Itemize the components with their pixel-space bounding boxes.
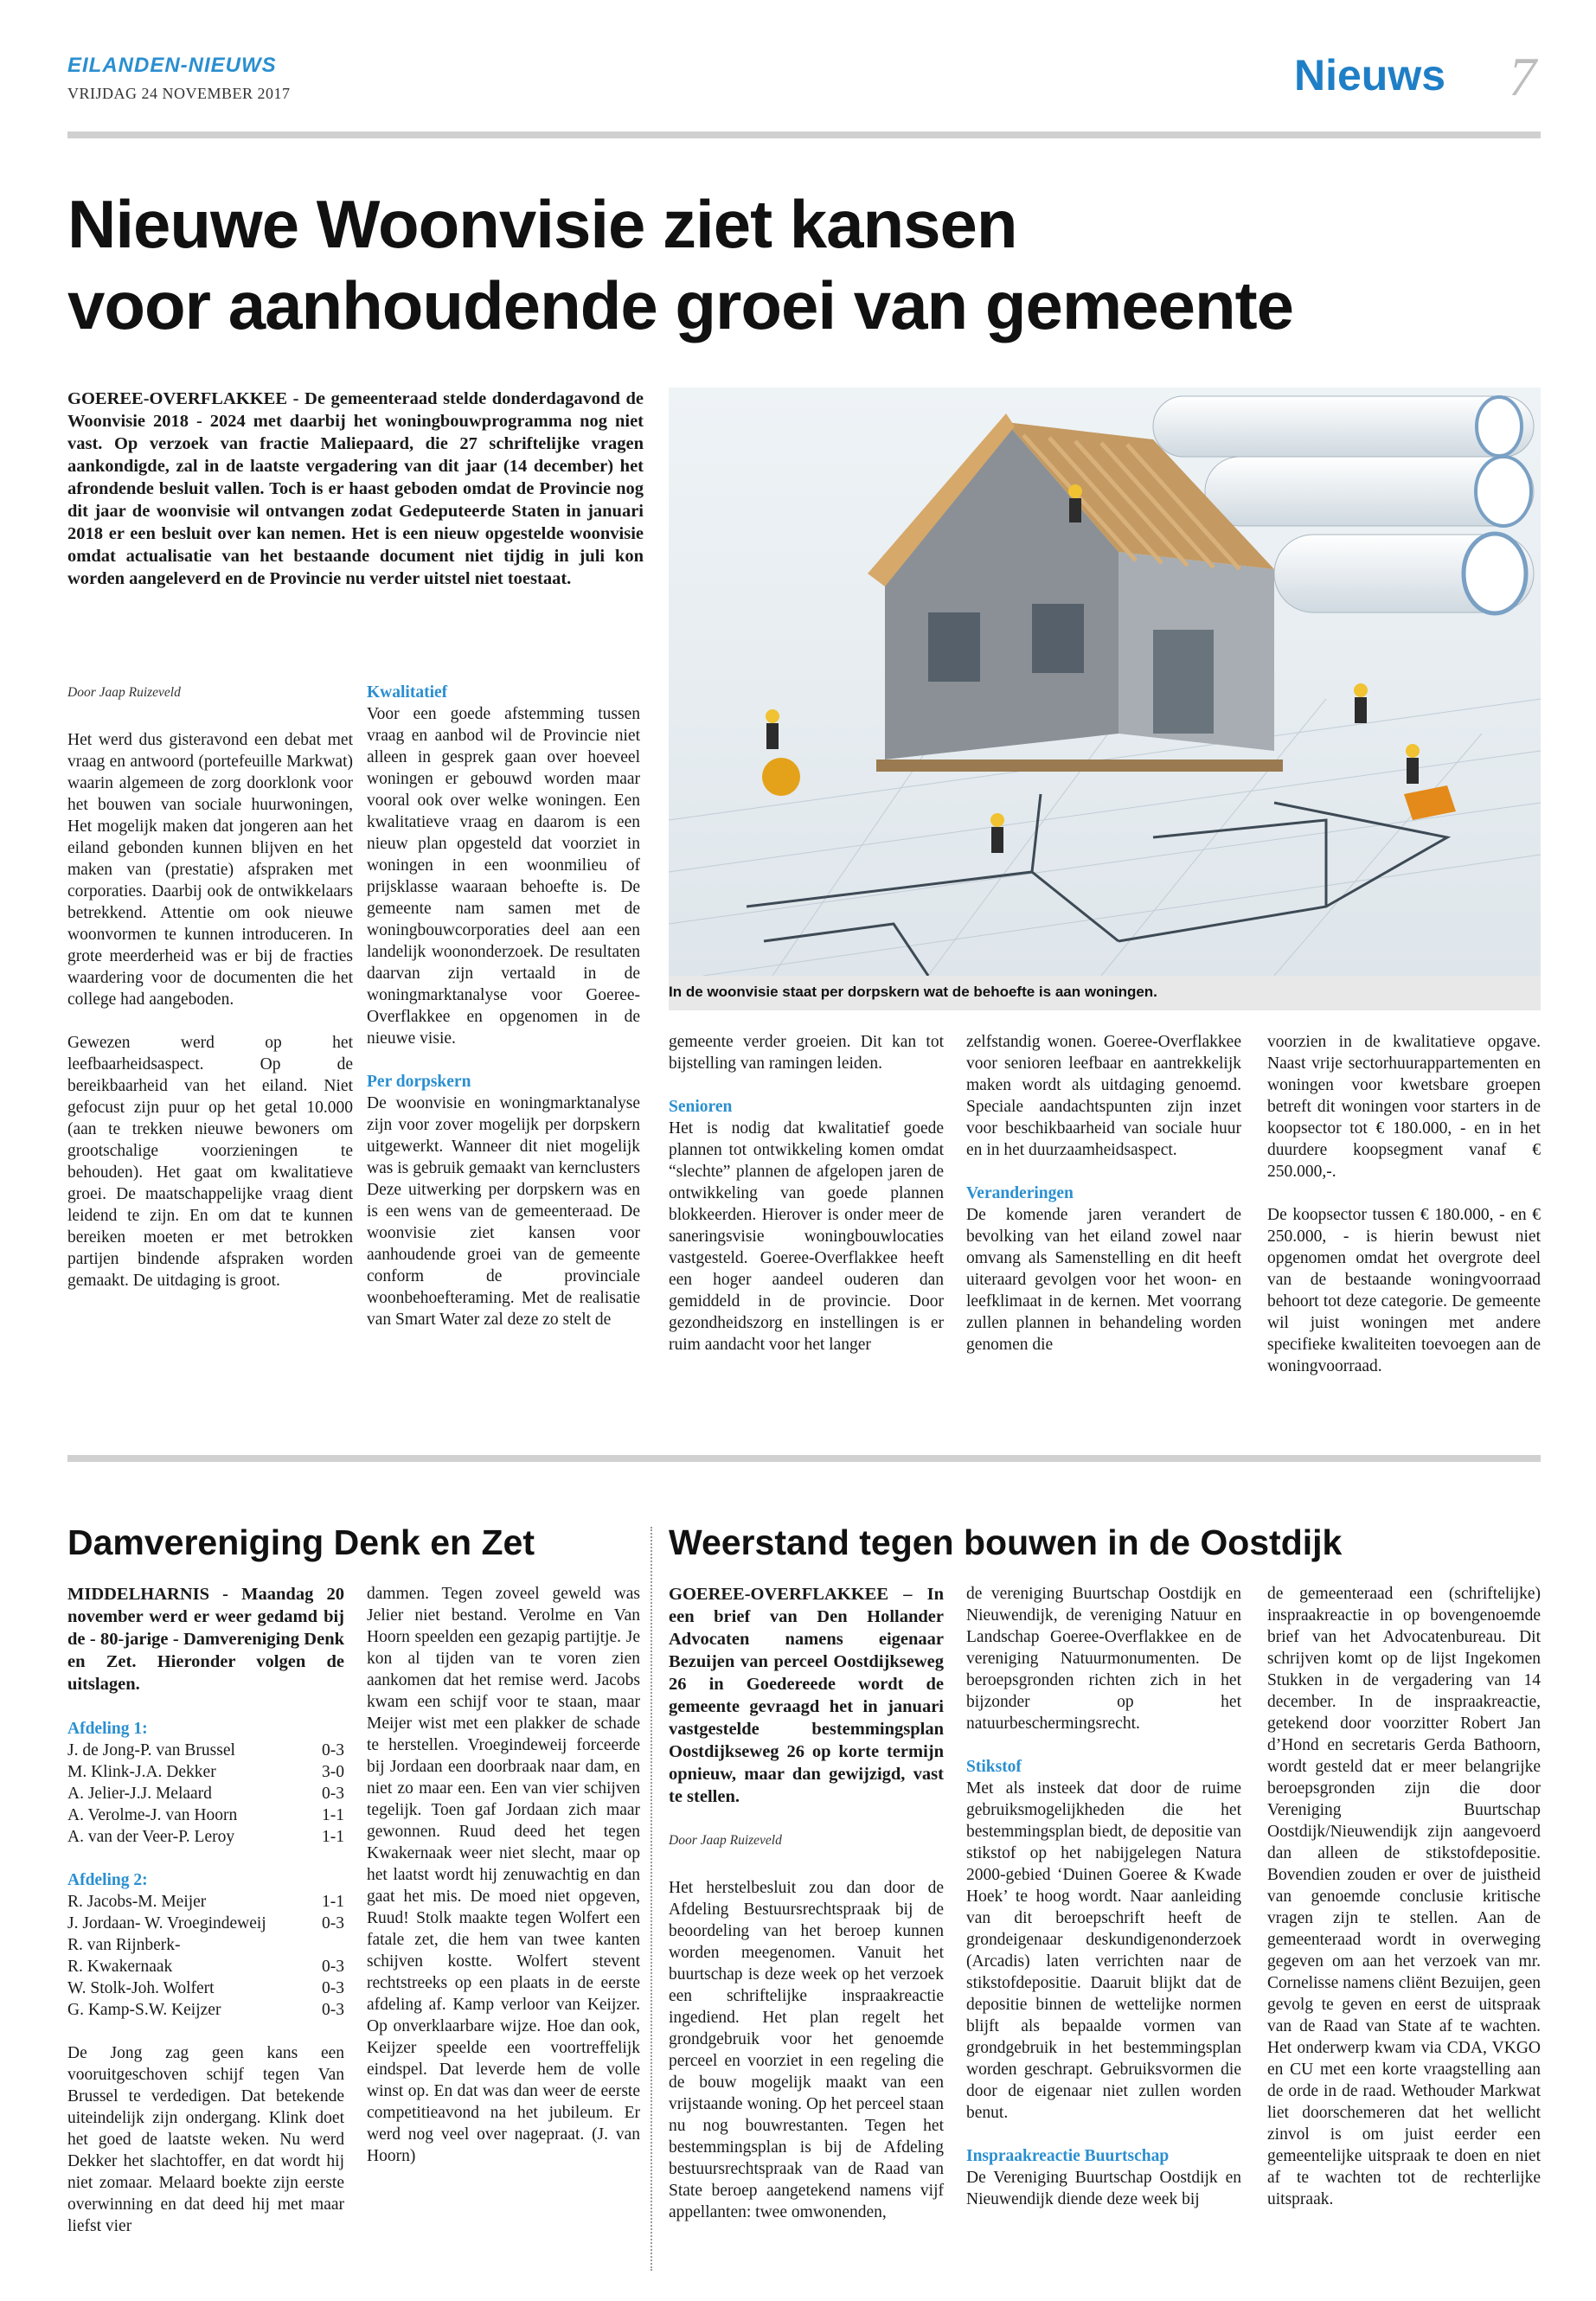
dam-lead: MIDDELHARNIS - Maandag 20 november werd er weer gedamd bij de - 80-jarige - Damvereniging Denk en Zet. Hieronder volgen de uitslagen.	[67, 1585, 344, 1694]
oostdijk-lead: GOEREE-OVERFLAKKEE – In een brief van Den Hollander Advocaten namens eigenaar Bezuijen van perceel Oostdijkseweg 26 in Goedereede wordt de gemeente gevraagd het in januari vastgestelde bestemmingsplan Oostdijkseweg 26 op korte termijn opnieuw, maar dan gewijzigd, vast te stellen.	[669, 1585, 944, 1806]
main-column-2	[367, 682, 640, 1352]
main-paragraph: De koopsector tussen € 180.000, - en € 250.000, - is hierin bewust niet opgenomen omdat het overgrote deel van de bestaande woningvoorraad behoort tot deze categorie. De gemeente wil juist woningen met andere specifieke kwaliteiten toevoegen aan de woningvoorraad.	[1267, 1206, 1541, 1375]
score-result: 0-3	[322, 1958, 344, 1976]
score-result: 1-1	[322, 1893, 344, 1911]
main-column-4	[966, 1031, 1241, 1377]
subhead-afdeling-2: Afdeling 2:	[67, 1871, 148, 1889]
dam-headline: Damvereniging Denk en Zet	[67, 1522, 535, 1562]
article-photo-house-on-blueprints	[669, 388, 1541, 976]
oostdijk-column-1	[669, 1583, 944, 2245]
score-result: 0-3	[322, 1979, 344, 1997]
subhead-senioren: Senioren	[669, 1098, 733, 1116]
subhead-veranderingen: Veranderingen	[966, 1184, 1074, 1202]
main-column-5	[1267, 1031, 1541, 1399]
page-number: 7	[1509, 46, 1536, 107]
score-match: J. de Jong-P. van Brussel	[67, 1741, 235, 1759]
afdeling-2-results	[67, 1891, 344, 2021]
photo-illustration	[669, 388, 1541, 976]
score-row	[67, 1761, 344, 1783]
photo-caption: In de woonvisie staat per dorpskern wat de behoefte is aan woningen.	[669, 984, 1157, 1000]
score-match: R. Jacobs-M. Meijer	[67, 1893, 207, 1911]
subhead-stikstof: Stikstof	[966, 1758, 1022, 1776]
main-paragraph: Het werd dus gisteravond een debat met vraag en antwoord (portefeuille Markwat) waarin algemeen de zorg doorklonk voor het bouwen van sociale huurwoningen, Het mogelijk maken dat jongeren aan het eiland gebonden kunnen blijven en het maken van (prestatie) afspraken met corporaties. Daarbij ook de ontwikkelaars betrekkend. Attentie om ook nieuwe woonvormen te kunnen introduceren. In grote meerderheid was er bij de fracties waardering voor de documenten die het college had aangeboden.	[67, 731, 353, 1009]
main-lead: GOEREE-OVERFLAKKEE - De gemeenteraad stelde donderdagavond de Woonvisie 2018 - 2024 met daarbij het woningbouwprogramma nog niet vast. Op verzoek van fractie Maliepaard, die 27 schriftelijke vragen aankondigde, zal in de laatste vergadering van dit jaar (14 december) het afrondende besluit vallen. Toch is er haast geboden omdat de Provincie nog dit jaar de woonvisie wil ontvangen zodat Gedeputeerde Staten in januari 2018 er een besluit over kan nemen. Het is een nieuw opgestelde woonvisie omdat actualisatie van het bestaande document niet tijdig in juli kon worden aangeleverd en de Provincie nu verder uitstel niet toestaat.	[67, 389, 644, 588]
main-headline-line-2: voor aanhoudende groei van gemeente	[67, 267, 1293, 343]
oostdijk-headline: Weerstand tegen bouwen in de Oostdijk	[669, 1522, 1343, 1562]
header-rule	[67, 131, 1541, 138]
oostdijk-column-2	[966, 1583, 1241, 2232]
issue-date: VRIJDAG 24 NOVEMBER 2017	[67, 85, 291, 102]
score-result: 0-3	[322, 1785, 344, 1803]
oostdijk-paragraph: de vereniging Buurtschap Oostdijk en Nieuwendijk, de vereniging Natuur en Landschap Goeree-Overflakkee en de vereniging Natuurmonumenten. De beroepsgronden richten zich in het bijzonder op het natuurbeschermingsrecht.	[966, 1585, 1241, 1733]
score-match: R. Kwakernaak	[67, 1958, 173, 1976]
score-row	[67, 1934, 344, 1956]
score-result: 1-1	[322, 1806, 344, 1824]
masthead-logo: EILANDEN-NIEUWS	[67, 54, 277, 77]
main-column-3	[669, 1031, 944, 1377]
score-result: 3-0	[322, 1763, 344, 1781]
score-row	[67, 1826, 344, 1848]
subhead-afdeling-1: Afdeling 1:	[67, 1720, 148, 1738]
main-headline	[67, 183, 1538, 346]
dam-paragraph: dammen. Tegen zoveel geweld was Jelier niet bestand. Verolme en Van Hoorn speelden een gezapig partijtje. Je kon al tijden van te voren zien aankomen dat het remise werd. Jacobs kwam een schijf voor te staan, maar Meijer wist met een plakker de schade te herstellen. Vroegindeweij forceerde bij Jordaan een doorbraak naar dam, en niet zo maar een. Een van vier schijven tegelijk. Toen gaf Jordaan zich maar gewonnen. Ruud deed het tegen Kwakernaak weer niet slecht, maar op het laatst wordt hij zenuwachtig en dan gaat het mis. De moed niet opgeven, Ruud! Stolk maakte tegen Wolfert een fatale zet, die hem van twee kanten schijven kostte. Wolfert stevent rechtstreeks op een plaats in de eerste afdeling af. Kamp verloor van Keijzer. Op onverklaarbare wijze. Hoe dan ook, Keijzer speelde een voortreffelijk eindspel. Dat leverde hem de volle winst op. En dat was dan weer de eerste competitieavond na het jubileum. Er werd nog veel over nagepraat. (J. van Hoorn)	[367, 1585, 640, 2165]
score-match: J. Jordaan- W. Vroegindeweij	[67, 1914, 266, 1932]
main-paragraph: zelfstandig wonen. Goeree-Overflakkee voor senioren leefbaar en aantrekkelijk maken wordt als uitdaging genoemd. Speciale aandachtspunten zijn inzet voor beschikbaarheid van sociale huur en in het duurzaamheidsaspect.	[966, 1033, 1241, 1159]
score-row	[67, 1783, 344, 1804]
score-match: G. Kamp-S.W. Keijzer	[67, 2001, 221, 2019]
dam-column-2	[367, 1583, 640, 2189]
score-result: 1-1	[322, 1828, 344, 1846]
oostdijk-paragraph: de gemeenteraad een (schriftelijke) inspraakreactie in op bovengenoemde brief van het Advocatenbureau. Dit schrijven komt op de lijst Ingekomen Stukken in de vergadering van 14 december. In de inspraakreactie, getekend door voorzitter Robert Jan d’Hond en secretaris Gerda Bathoorn, wordt gesteld dat er meer belangrijke beroepsgronden zijn die door Vereniging Buurtschap Oostdijk/Nieuwendijk zijn aangevoerd dan alleen de stikstofdepositie. Bovendien zouden er over de juistheid van genoemde conclusie kritische vragen zijn te stellen. Aan de gemeenteraad wordt in overweging gegeven om aan het verzoek van mr. Cornelisse namens cliënt Bezuijen, geen gevolg te geven en eerst de uitspraak van de Raad van State af te wachten. Het onderwerp kwam via CDA, VKGO en CU met een korte vraagstelling aan de orde in de raad. Wethouder Markwat liet doorschemeren dat het wellicht zinvol is om juist eerder een gemeentelijke uitspraak te doen en niet af te wachten tot de rechterlijke uitspraak.	[1267, 1585, 1541, 2208]
main-paragraph: voorzien in de kwalitatieve opgave. Naast vrije sectorhuurappartementen en woningen voor kwetsbare groepen betreft dit woningen voor starters in de koopsector tot € 180.000, - en in het duurdere koopsegment vanaf € 250.000,-.	[1267, 1033, 1541, 1181]
main-paragraph: gemeente verder groeien. Dit kan tot bijstelling van ramingen leiden.	[669, 1033, 944, 1073]
oostdijk-byline: Door Jaap Ruizeveld	[669, 1833, 782, 1848]
oostdijk-paragraph: De Vereniging Buurtschap Oostdijk en Nieuwendijk diende deze week bij	[966, 2169, 1241, 2208]
score-match: W. Stolk-Joh. Wolfert	[67, 1979, 215, 1997]
oostdijk-column-3	[1267, 1583, 1541, 2232]
main-byline: Door Jaap Ruizeveld	[67, 685, 181, 700]
score-row	[67, 1999, 344, 2021]
main-paragraph: Voor een goede afstemming tussen vraag en aanbod wil de Provincie niet alleen in gesprek gaan over hoeveel woningen er gebouwd worden maar vooral ook over welke woningen. Een kwalitatieve vraag en daarom is een nieuw plan opgesteld dat voorziet in woningen in een woonmilieu of prijsklasse waaraan behoefte is. De gemeente nam samen met de woningbouwcorporaties deel aan een landelijk woononderzoek. De resultaten daarvan zijn vertaald in de woningmarktanalyse voor Goeree-Overflakkee en opgenomen in de nieuwe visie.	[367, 705, 640, 1048]
score-match: A. van der Veer-P. Leroy	[67, 1828, 235, 1846]
section-title: Nieuws	[1294, 51, 1446, 99]
subhead-inspraakreactie: Inspraakreactie Buurtschap	[966, 2147, 1170, 2165]
score-result: 0-3	[322, 2001, 344, 2019]
afdeling-1-results	[67, 1740, 344, 1848]
score-row	[67, 1956, 344, 1977]
section-rule	[67, 1455, 1541, 1462]
score-row	[67, 1891, 344, 1913]
score-result: 0-3	[322, 1914, 344, 1932]
main-paragraph: Gewezen werd op het leefbaarheidsaspect. Op de bereikbaarheid van het eiland. Niet gefocust zijn puur op het getal 10.000 (aan te trekken nieuwe bewoners om grootschalige voorzieningen te behouden). Het gaat om kwalitatieve groei. De maatschappelijke vraag dient leidend te zijn. En om dat te kunnen bereiken moeten er met betrokken partijen bindende afspraken worden gemaakt. De uitdaging is groot.	[67, 1034, 353, 1290]
score-row	[67, 1804, 344, 1826]
score-match: A. Verolme-J. van Hoorn	[67, 1806, 238, 1824]
score-match: A. Jelier-J.J. Melaard	[67, 1785, 212, 1803]
main-headline-line-1: Nieuwe Woonvisie ziet kansen	[67, 186, 1017, 262]
score-row	[67, 1913, 344, 1934]
main-paragraph: De woonvisie en woningmarktanalyse zijn voor zover mogelijk per dorpskern uitgewerkt. Wanneer dit niet mogelijk was is gebruik gemaakt van kernclusters Deze uitwerking per dorpskern was en is een wens van de gemeenteraad. De woonvisie ziet kansen voor aanhoudende groei van de gemeente conform de provinciale woonbehoefteraming. Met de realisatie van Smart Water zal deze zo stelt de	[367, 1094, 640, 1329]
column-divider	[651, 1527, 652, 2271]
dam-paragraph: De Jong zag geen kans een vooruitgeschoven schijf tegen Van Brussel te verdedigen. Dat betekende uiteindelijk zijn ondergang. Klink doet het goed de laatste weken. Nu werd Dekker het slachtoffer, en dat wordt hij niet zomaar. Melaard boekte zijn eerste overwinning en dat deed hij met maar liefst vier	[67, 2044, 344, 2235]
score-match: R. van Rijnberk-	[67, 1936, 181, 1954]
main-paragraph: Het is nodig dat kwalitatief goede plannen tot ontwikkeling komen omdat “slechte” plannen de afgelopen jaren de ontwikkeling van goede plannen blokkeerden. Hierover is onder meer de saneringsvisie woningbouwlocaties vastgesteld. Goeree-Overflakkee heeft een hoger aandeel ouderen dan gemiddeld in de provincie. Door gezondheidszorg en instellingen is er ruim aandacht voor het langer	[669, 1119, 944, 1354]
score-match: M. Klink-J.A. Dekker	[67, 1763, 216, 1781]
oostdijk-paragraph: Het herstelbesluit zou dan door de Afdeling Bestuursrechtspraak bij de beoordeling van het beroep kunnen worden meegenomen. Vanuit het buurtschap is deze week op het verzoek een schriftelijke inspraakreactie ingediend. Het plan regelt het grondgebruik voor het genoemde perceel en voorziet in een regeling die de bouw mogelijk maakt van een vrijstaande woning. Op het perceel staan nu nog bouwrestanten. Tegen het bestemmingsplan is bij de Afdeling bestuursrechtspraak van de Raad van State beroep aangetekend namens vijf appellanten: twee omwonenden,	[669, 1879, 944, 2221]
main-paragraph: De komende jaren verandert de bevolking van het eiland zowel naar omvang als Samenstelling en dit heeft uiteraard gevolgen voor het woon- en leefklimaat in de kernen. Met voorrang zullen plannen in behandeling worden genomen die	[966, 1206, 1241, 1354]
score-row	[67, 1977, 344, 1999]
subhead-per-dorpskern: Per dorpskern	[367, 1073, 471, 1091]
main-column-1	[67, 682, 353, 1313]
score-row	[67, 1740, 344, 1761]
dam-results	[67, 1718, 344, 2259]
score-result: 0-3	[322, 1741, 344, 1759]
oostdijk-paragraph: Met als insteek dat door de ruime gebruiksmogelijkheden die het bestemmingsplan biedt, de depositie van stikstof op het nabijgelegen Natura 2000-gebied ‘Duinen Goeree & Kwade Hoek’ te hoog wordt. Naar aanleiding van dit beroepschrift heeft de grondeigenaar deskundigenonderzoek (Arcadis) laten verrichten naar de stikstofdepositie. Daaruit blijkt dat de depositie binnen de wettelijke normen blijft als bepaalde vormen van grondgebruik in het bestemmingsplan worden geschrapt. Gebruiksvormen die door de eigenaar niet zullen worden benut.	[966, 1779, 1241, 2122]
subhead-kwalitatief: Kwalitatief	[367, 683, 448, 702]
